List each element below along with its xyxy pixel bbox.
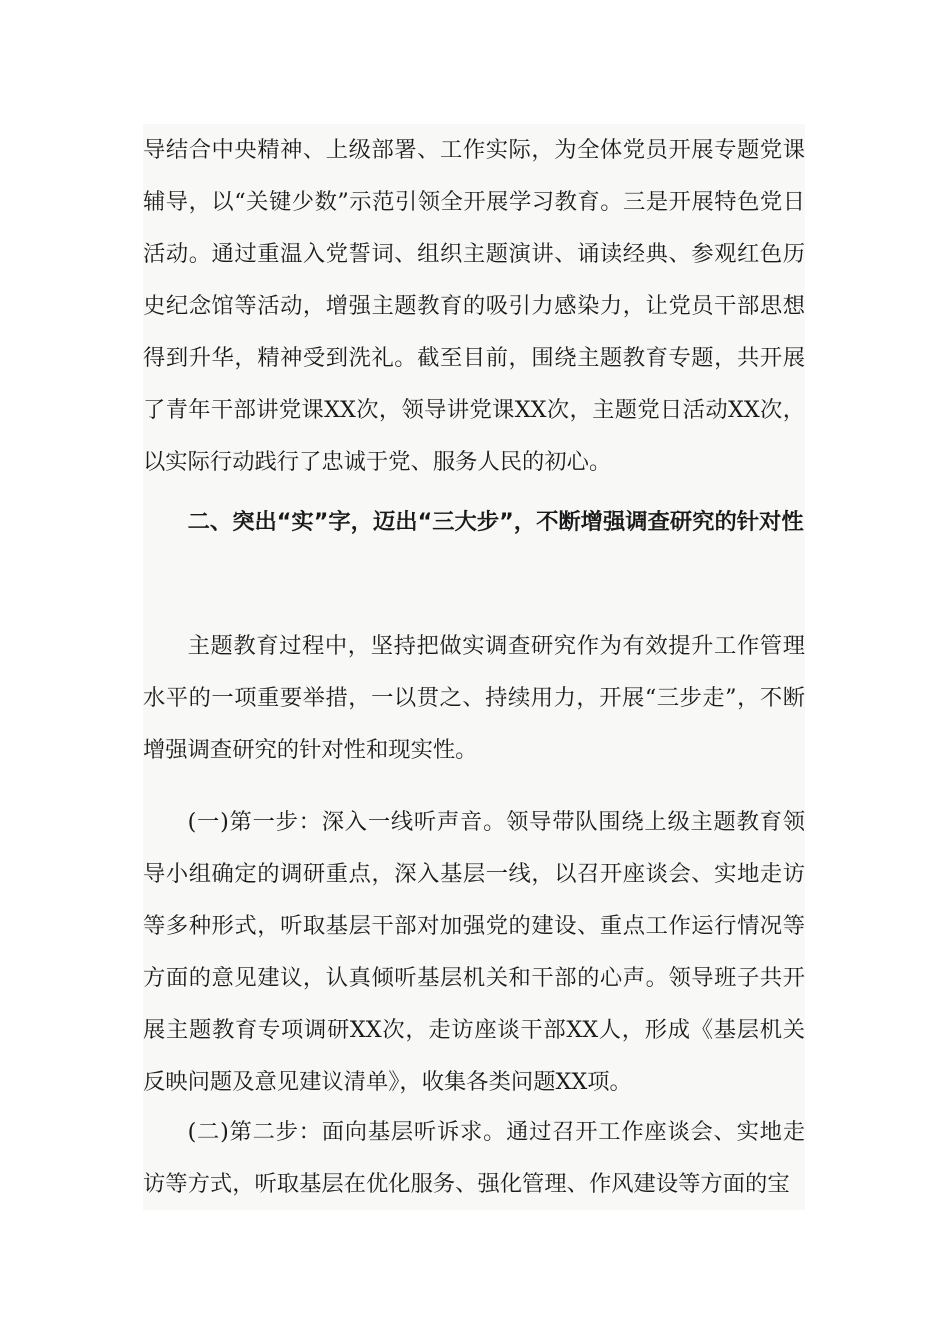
section-heading: 二、突出“实”字，迈出“三大步”，不断增强调查研究的针对性 bbox=[187, 509, 804, 535]
paragraph-step-two: (二)第二步：面向基层听诉求。通过召开工作座谈会、实地走访等方式，听取基层在优化服务、强化管理、作风建设等方面的宝 bbox=[143, 1119, 805, 1197]
paragraph-step-one: (一)第一步：深入一线听声音。领导带队围绕上级主题教育领导小组确定的调研重点，深入基层一线，以召开座谈会、实地走访等多种形式，听取基层干部对加强党的建设、重点工作运行情况等方面的意见建议，认真倾听基层机关和干部的心声。领导班子共开展主题教育专项调研XX次，走访座谈干部XX人，形成《基层机关反映问题及意见建议清单》，收集各类问题XX项。 bbox=[143, 809, 805, 1095]
paragraph-continuation: 导结合中央精神、上级部署、工作实际，为全体党员开展专题党课辅导，以“关键少数”示范引领全开展学习教育。三是开展特色党日活动。通过重温入党誓词、组织主题演讲、诵读经典、参观红色历史纪念馆等活动，增强主题教育的吸引力感染力，让党员干部思想得到升华，精神受到洗礼。截至目前，围绕主题教育专题，共开展了青年干部讲党课XX次，领导讲党课XX次，主题党日活动XX次，以实际行动践行了忠诚于党、服务人民的初心。 bbox=[143, 137, 805, 475]
text-block bbox=[143, 124, 805, 1210]
paragraph-intro: 主题教育过程中，坚持把做实调查研究作为有效提升工作管理水平的一项重要举措，一以贯之、持续用力，开展“三步走”，不断增强调查研究的针对性和现实性。 bbox=[143, 633, 805, 763]
